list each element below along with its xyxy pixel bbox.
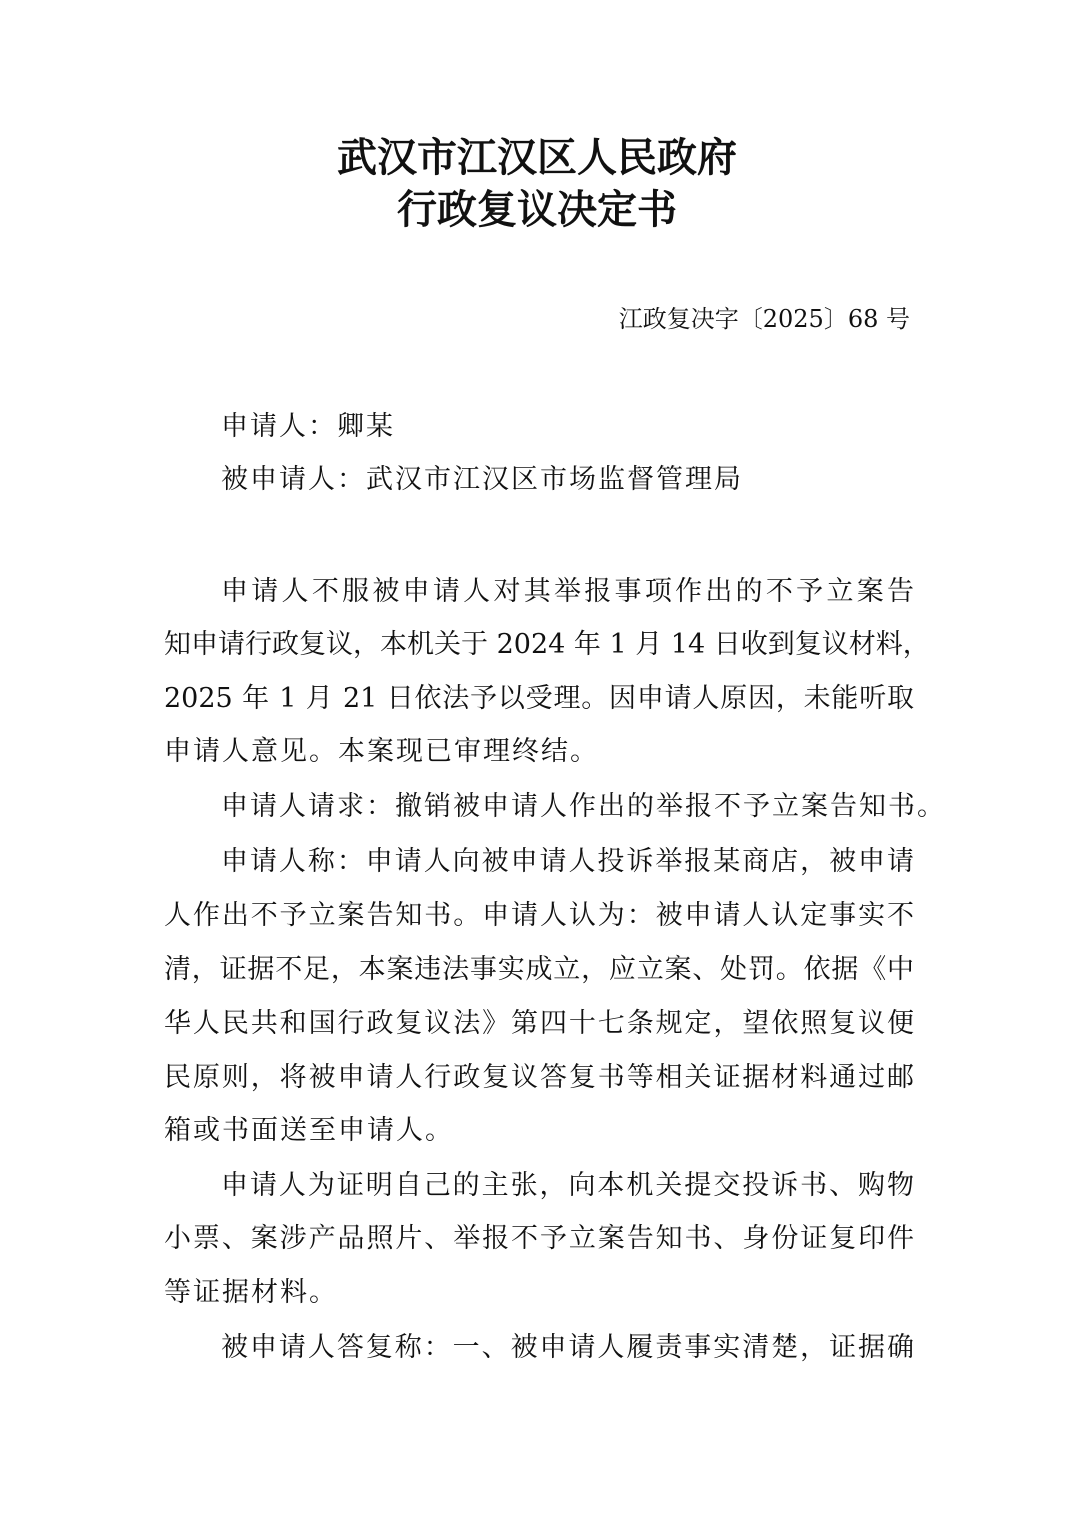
body-line: 人作出不予立案告知书。申请人认为：被申请人认定事实不 [164,900,914,931]
body-line: 申请人称：申请人向被申请人投诉举报某商店，被申请 [221,846,914,877]
body-line: 申请人不服被申请人对其举报事项作出的不予立案告 [221,576,914,607]
body-line: 华人民共和国行政复议法》第四十七条规定，望依照复议便 [164,1008,914,1039]
document-title-line1: 武汉市江汉区人民政府 [337,134,737,181]
body-line: 被申请人答复称：一、被申请人履责事实清楚，证据确 [221,1332,914,1363]
body-line: 箱或书面送至申请人。 [164,1115,454,1146]
respondent-line: 被申请人：武汉市江汉区市场监督管理局 [221,464,743,495]
document-number: 江政复决字〔2025〕68 号 [618,305,910,333]
body-line: 民原则，将被申请人行政复议答复书等相关证据材料通过邮 [164,1062,914,1093]
body-line: 等证据材料。 [164,1277,338,1308]
applicant-line: 申请人：卿某 [221,411,395,442]
document-title-line2: 行政复议决定书 [397,186,677,233]
body-line: 2025 年 1 月 21 日依法予以受理。因申请人原因，未能听取 [164,683,914,714]
body-line: 小票、案涉产品照片、举报不予立案告知书、身份证复印件 [164,1223,914,1254]
body-line: 申请人为证明自己的主张，向本机关提交投诉书、购物 [221,1170,914,1201]
body-line: 知申请行政复议，本机关于 2024 年 1 月 14 日收到复议材料， [164,629,930,660]
body-line: 清，证据不足，本案违法事实成立，应立案、处罚。依据《中 [164,954,914,985]
body-line: 申请人请求：撤销被申请人作出的举报不予立案告知书。 [221,791,946,822]
body-line: 申请人意见。本案现已审理终结。 [164,736,599,767]
